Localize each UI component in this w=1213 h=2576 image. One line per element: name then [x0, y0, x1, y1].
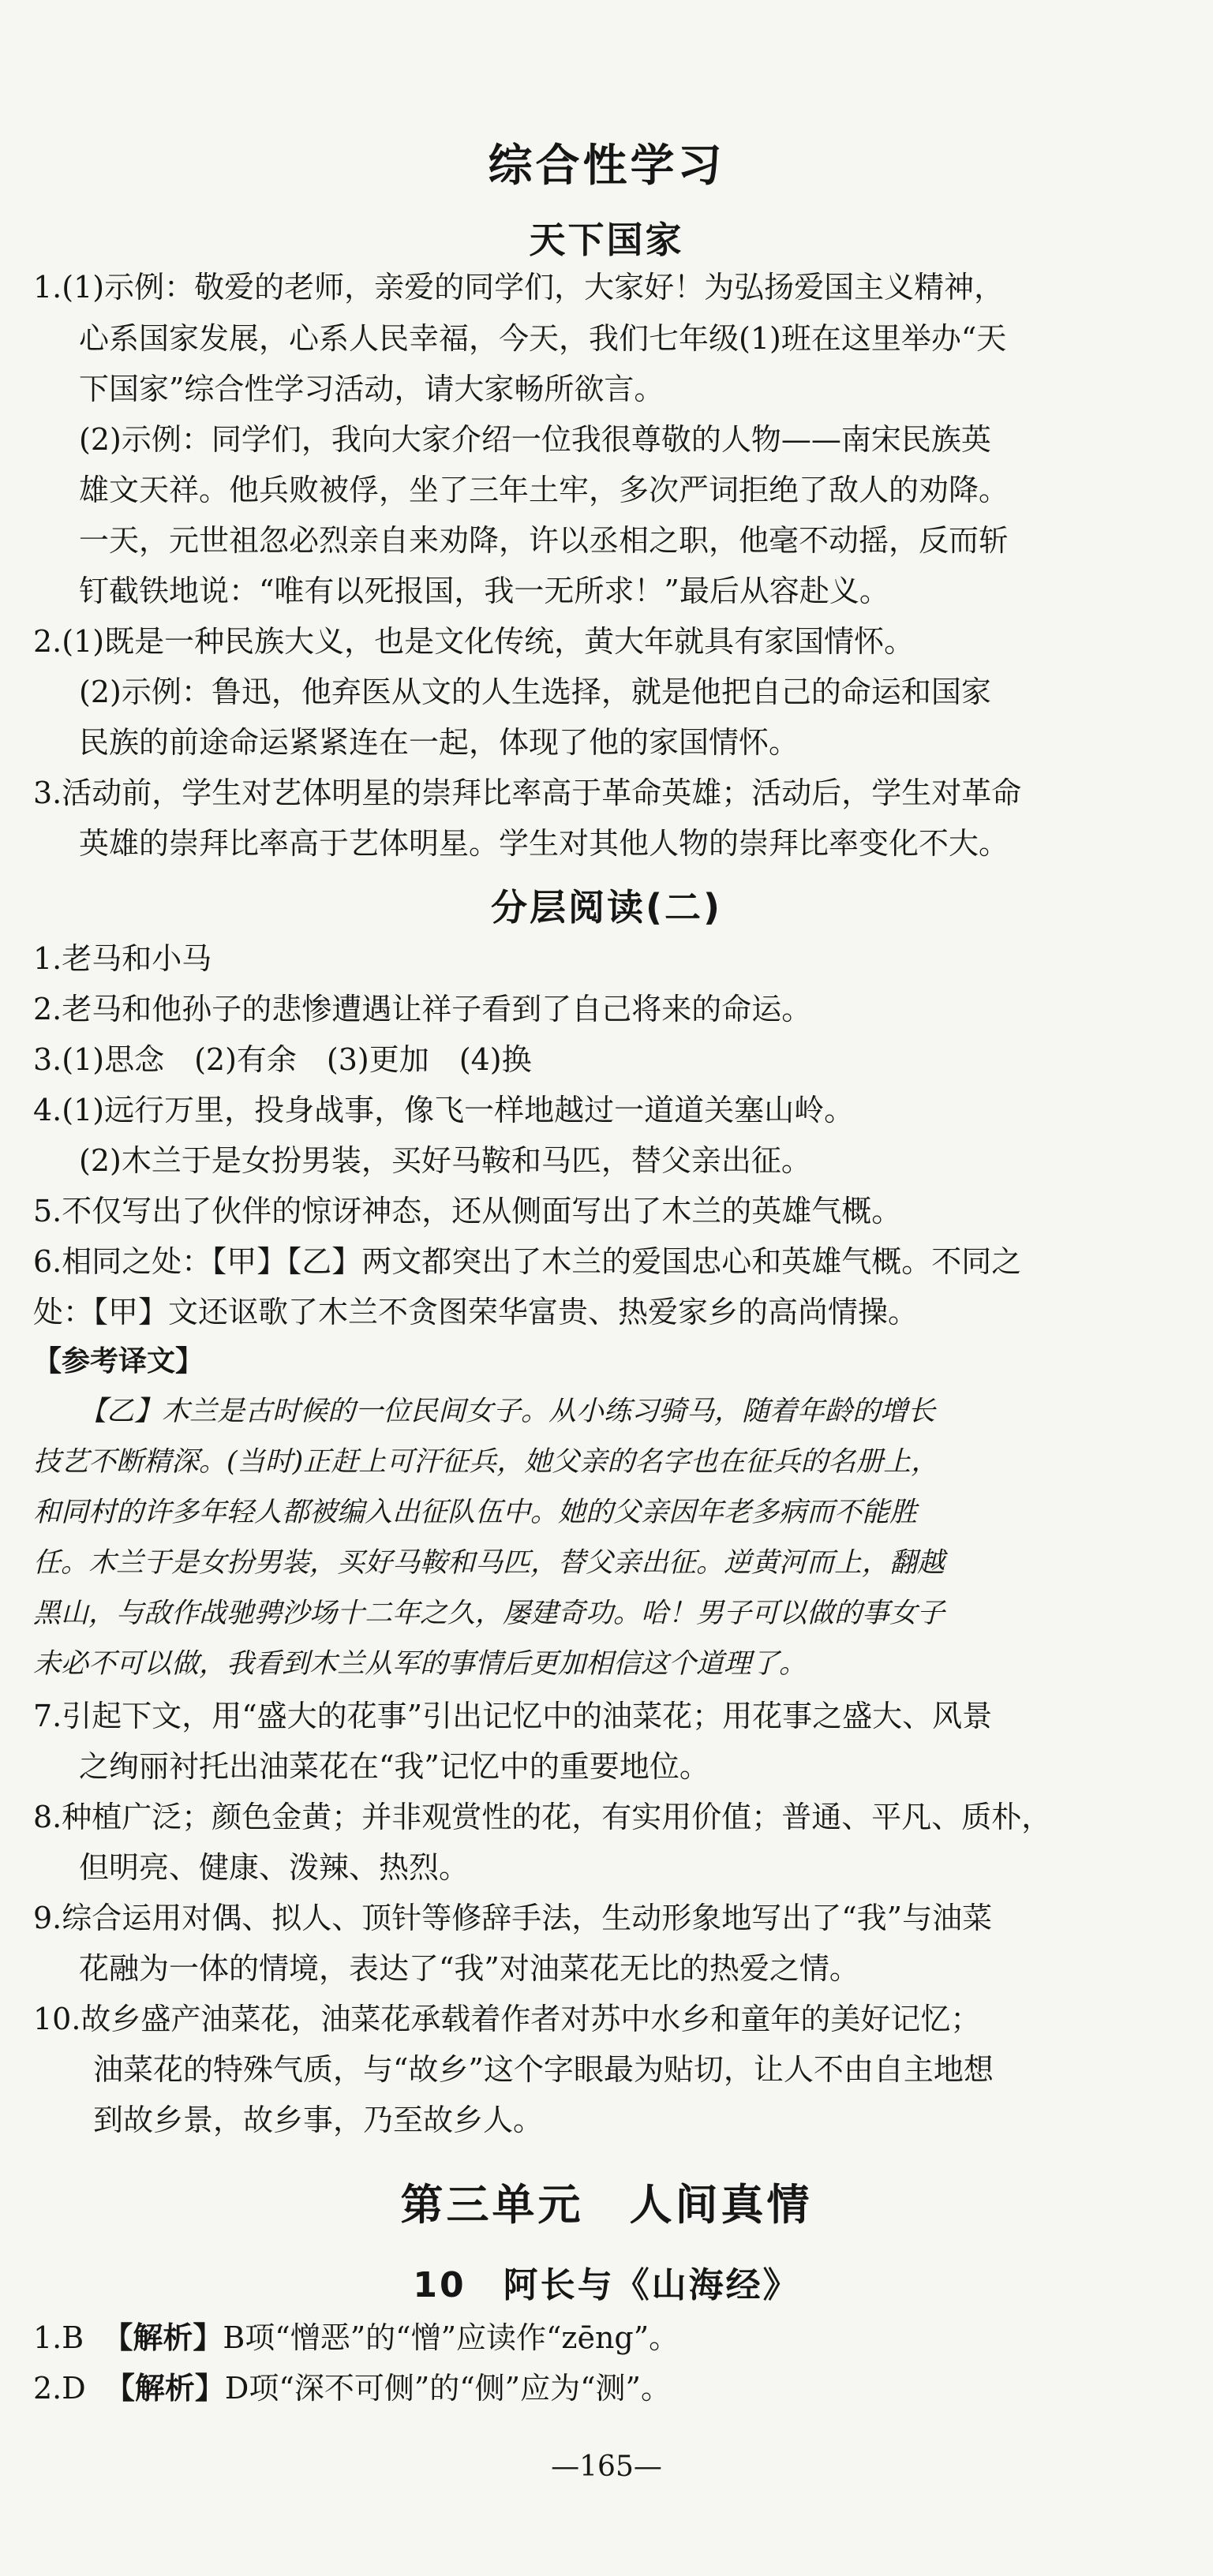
text-line: 1.(1)示例：敬爱的老师，亲爱的同学们，大家好！为弘扬爱国主义精神，: [33, 270, 1005, 305]
text-line: (2)示例：鲁迅，他弃医从文的人生选择，就是他把自己的命运和国家: [79, 675, 991, 709]
text-line: 之绚丽衬托出油菜花在“我”记忆中的重要地位。: [79, 1749, 709, 1784]
text-line: 处：【甲】文还讴歌了木兰不贪图荣华富贵、热爱家乡的高尚情操。: [33, 1295, 919, 1329]
unit-title: 第三单元 人间真情: [400, 2180, 813, 2230]
translation-heading: 【参考译文】: [33, 1345, 204, 1378]
text-line: 油菜花的特殊气质，与“故乡”这个字眼最为贴切，让人不由自主地想: [93, 2052, 994, 2087]
text-line: 英雄的崇拜比率高于艺体明星。学生对其他人物的崇拜比率变化不大。: [79, 826, 1009, 861]
answer-text: D项“深不可侧”的“侧”应为“测”。: [224, 2371, 671, 2406]
answer-number: 2.D: [33, 2371, 86, 2406]
analysis-tag: 【解析】: [104, 2371, 225, 2406]
answer-line: [33, 2371, 671, 2406]
translation-line: 技艺不断精深。(当时)正赶上可汗征兵，她父亲的名字也在征兵的名册上，: [33, 1446, 939, 1478]
text-line: 民族的前途命运紧紧连在一起，体现了他的家国情怀。: [79, 725, 799, 760]
lesson-title: 10 阿长与《山海经》: [413, 2265, 800, 2305]
text-line: 4.(1)远行万里，投身战事，像飞一样地越过一道道关塞山岭。: [33, 1093, 855, 1127]
text-line: (2)木兰于是女扮男装，买好马鞍和马匹，替父亲出征。: [79, 1143, 811, 1178]
text-line: 花融为一体的情境，表达了“我”对油菜花无比的热爱之情。: [79, 1951, 859, 1986]
text-line: 6.相同之处：【甲】【乙】两文都突出了木兰的爱国忠心和英雄气概。不同之: [33, 1244, 1022, 1279]
text-line: 到故乡景，故乡事，乃至故乡人。: [93, 2103, 544, 2137]
section-title-tianxia: 天下国家: [529, 219, 684, 261]
page-title: 综合性学习: [488, 140, 725, 192]
translation-line: 任。木兰于是女扮男装，买好马鞍和马匹，替父亲出征。逆黄河而上，翻越: [33, 1547, 945, 1579]
translation-line: 【乙】木兰是古时候的一位民间女子。从小练习骑马，随着年龄的增长: [79, 1396, 936, 1427]
text-line: 2.(1)既是一种民族大义，也是文化传统，黄大年就具有家国情怀。: [33, 624, 915, 659]
text-line: 一天，元世祖忽必烈亲自来劝降，许以丞相之职，他毫不动摇，反而斩: [79, 523, 1009, 558]
text-line: 2.老马和他孙子的悲惨遭遇让祥子看到了自己将来的命运。: [33, 992, 812, 1026]
text-line: (2)示例：同学们，我向大家介绍一位我很尊敬的人物——南宋民族英: [79, 422, 991, 457]
translation-line: 黑山，与敌作战驰骋沙场十二年之久，屡建奇功。哈！男子可以做的事女子: [33, 1598, 945, 1629]
text-line: 心系国家发展，心系人民幸福，今天，我们七年级(1)班在这里举办“天: [79, 321, 1007, 356]
page-number: —165—: [551, 2451, 662, 2483]
text-line: 雄文天祥。他兵败被俘，坐了三年土牢，多次严词拒绝了敌人的劝降。: [79, 473, 1009, 507]
answer-line: [33, 2320, 680, 2355]
translation-line: 和同村的许多年轻人都被编入出征队伍中。她的父亲因年老多病而不能胜: [33, 1497, 918, 1528]
text-line: 钉截铁地说：“唯有以死报国，我一无所求！”最后从容赴义。: [79, 574, 889, 608]
text-line: 但明亮、健康、泼辣、热烈。: [79, 1850, 470, 1885]
text-line: 3.(1)思念 (2)有余 (3)更加 (4)换: [33, 1042, 532, 1077]
answer-number: 1.B: [33, 2320, 84, 2355]
answer-text: B项“憎恶”的“憎”应读作“zēng”。: [223, 2320, 680, 2355]
section-title-fenceng: 分层阅读(二): [490, 886, 723, 929]
text-line: 1.老马和小马: [33, 941, 212, 976]
text-line: 8.种植广泛；颜色金黄；并非观赏性的花，有实用价值；普通、平凡、质朴，: [33, 1800, 1052, 1834]
text-line: 3.活动前，学生对艺体明星的崇拜比率高于革命英雄；活动后，学生对革命: [33, 776, 1022, 810]
analysis-tag: 【解析】: [103, 2320, 223, 2355]
text-line: 5.不仅写出了伙伴的惊讶神态，还从侧面写出了木兰的英雄气概。: [33, 1194, 902, 1228]
text-line: 下国家”综合性学习活动，请大家畅所欲言。: [79, 372, 665, 406]
translation-line: 未必不可以做，我看到木兰从军的事情后更加相信这个道理了。: [33, 1648, 807, 1680]
text-line: 10.故乡盛产油菜花，油菜花承载着作者对苏中水乡和童年的美好记忆；: [33, 2002, 981, 2036]
text-line: 7.引起下文，用“盛大的花事”引出记忆中的油菜花；用花事之盛大、风景: [33, 1699, 993, 1733]
text-line: 9.综合运用对偶、拟人、顶针等修辞手法，生动形象地写出了“我”与油菜: [33, 1901, 993, 1935]
